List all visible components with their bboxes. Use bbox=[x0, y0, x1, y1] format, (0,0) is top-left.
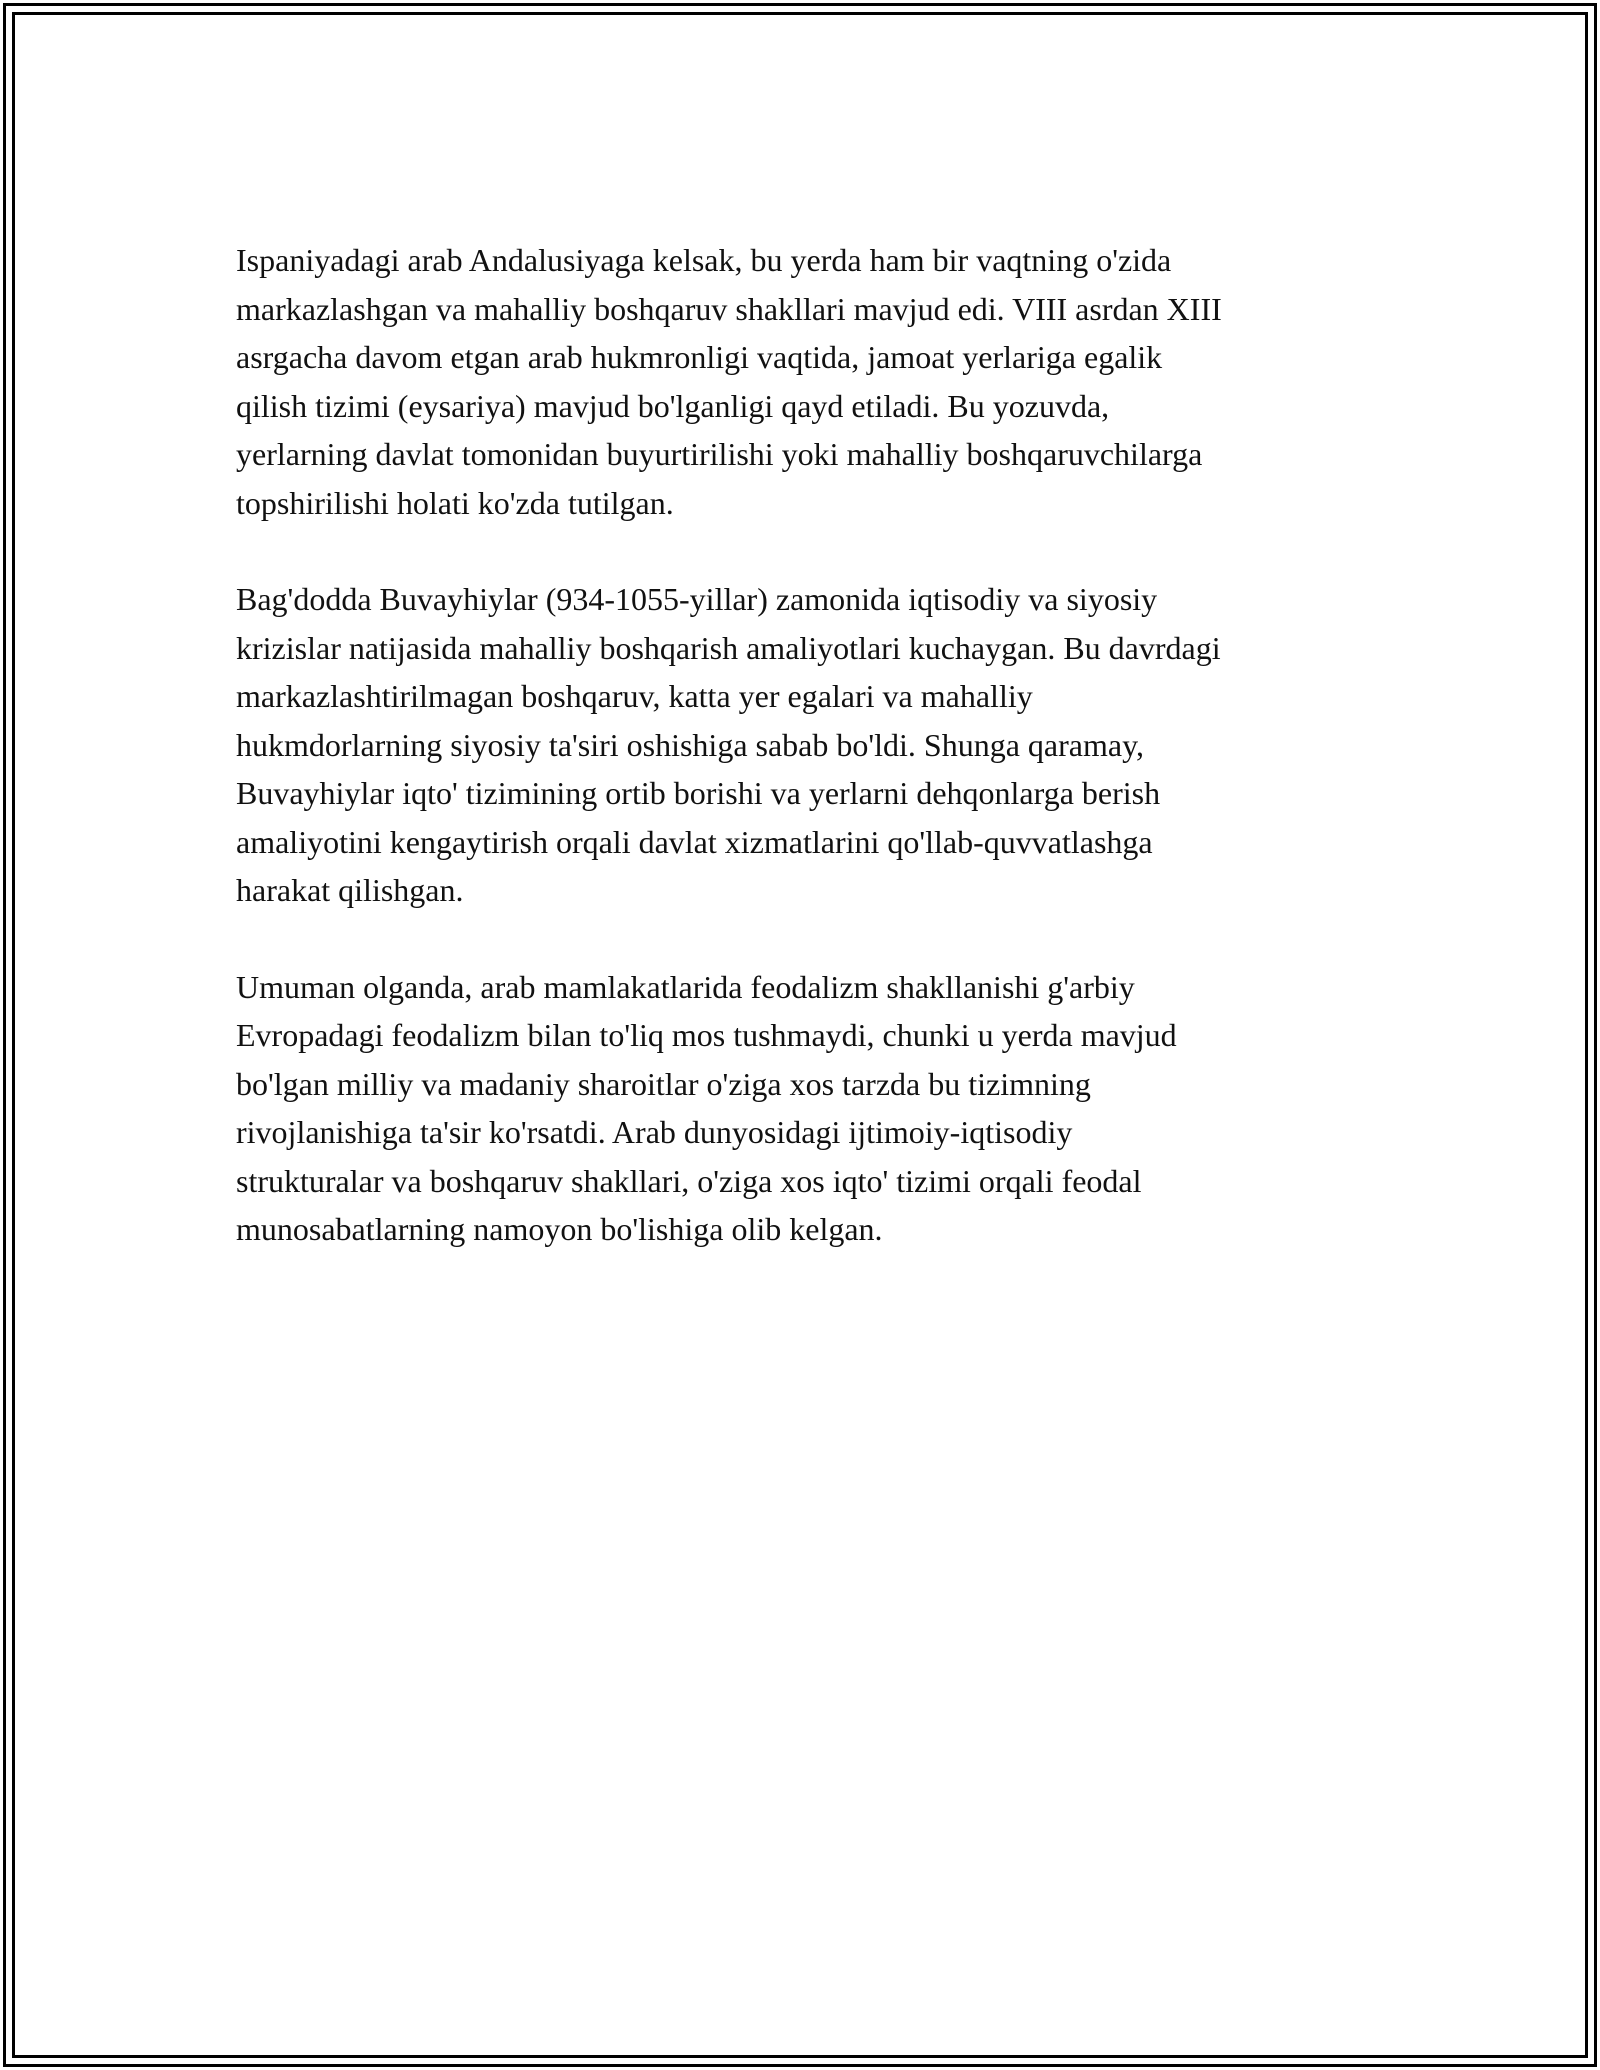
document-body bbox=[236, 236, 1386, 1302]
paragraph-conclusion: Umuman olganda, arab mamlakatlarida feodalizm shakllanishi g'arbiy Evropadagi feodalizm bilan to'liq mos tushmaydi, chunki u yerda mavjud bo'lgan milliy va madaniy sharoitlar o'ziga xos tarzda bu tizimning rivojlanishiga ta'sir ko'rsatdi. Arab dunyosidagi ijtimoiy-iqtisodiy strukturalar va boshqaruv shakllari, o'ziga xos iqto' tizimi orqali feodal munosabatlarning namoyon bo'lishiga olib kelgan. bbox=[236, 968, 1177, 1247]
paragraph-baghdad: Bag'dodda Buvayhiylar (934-1055-yillar) zamonida iqtisodiy va siyosiy krizislar natijasida mahalliy boshqarish amaliyotlari kuchaygan. Bu davrdagi markazlashtirilmagan boshqaruv, katta yer egalari va mahalliy hukmdorlarning siyosiy ta'siri oshishiga sabab bo'ldi. Shunga qaramay, Buvayhiylar iqto' tizimining ortib borishi va yerlarni dehqonlarga berish amaliyotini kengaytirish orqali davlat xizmatlarini qo'llab-quvvatlashga harakat qilishgan. bbox=[236, 581, 1221, 908]
paragraph-andalusia: Ispaniyadagi arab Andalusiyaga kelsak, bu yerda ham bir vaqtning o'zida markazlashgan va mahalliy boshqaruv shakllari mavjud edi. VIII asrdan XIII asrgacha davom etgan arab hukmronligi vaqtida, jamoat yerlariga egalik qilish tizimi (eysariya) mavjud bo'lganligi qayd etiladi. Bu yozuvda, yerlarning davlat tomonidan buyurtirilishi yoki mahalliy boshqaruvchilarga topshirilishi holati ko'zda tutilgan. bbox=[236, 242, 1222, 521]
